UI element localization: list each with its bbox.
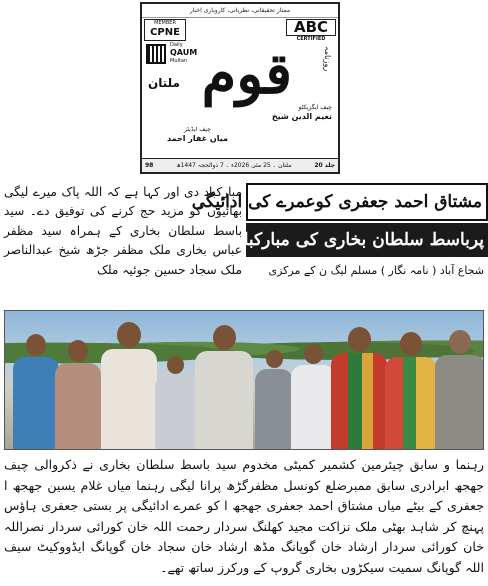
photo-person (291, 344, 335, 449)
member-label: MEMBER (154, 20, 176, 26)
masthead-topline: ممتاز تحقیقاتی، نظریاتی، کاروباری اخبار (142, 4, 338, 18)
headline-line-2: پرباسط سلطان بخاری کی مبارکباد (246, 223, 488, 257)
photo-person (331, 327, 387, 449)
qr-code-icon (146, 44, 166, 64)
issue-date: ملتان ۔ 25 مئی 2026ء ۔ 7 ذوالحجہ 1447ھ (176, 162, 292, 169)
chief-executive-block (242, 104, 332, 122)
chief-executive-name: نعیم الدین شیخ (271, 111, 332, 121)
chief-editor-name: میاں غفار احمد (167, 133, 228, 143)
photo-person (13, 334, 59, 449)
story-paragraph-continued: مبارکباد دی اور کہا ہے کہ اللہ پاک میرے لیگی بھائیوں کو مزید حج کرنے کی توفیق دے۔ سید باسط سلطان بخاری کے ہمراہ سید مظفر عباس بخاری ملک مظفر جڑھ شیخ عبدالناصر ملک سجاد حسین جوئیہ ملک (4, 185, 242, 277)
news-headline-block (191, 183, 488, 287)
photo-person (155, 356, 195, 449)
volume-label: جلد 20 (314, 162, 335, 169)
photo-person (55, 340, 101, 449)
story-dateline: شجاع آباد ( نامہ نگار ) مسلم لیگ ن کے مرکزی (268, 264, 484, 277)
latin-brand: QAUM (170, 48, 198, 57)
photo-person (255, 350, 293, 449)
photo-person (435, 330, 484, 449)
chief-editor-block (150, 126, 245, 144)
photo-person (385, 332, 437, 449)
photo-person (195, 325, 253, 449)
abc-label: ABC (286, 19, 336, 36)
masthead (140, 2, 340, 174)
newspaper-logo: قوم (201, 41, 292, 107)
headline-line-1: مشتاق احمد جعفری کوعمرے کی ادائیگی (246, 183, 488, 221)
certified-label: CERTIFIED (296, 36, 326, 42)
city-label: ملتان (148, 76, 180, 90)
cpne-member-badge (144, 19, 186, 41)
masthead-dateline (142, 158, 338, 172)
latin-daily: Daily (170, 42, 183, 48)
cpne-label: CPNE (150, 27, 180, 38)
chief-executive-label: چیف ایگزیکٹو (298, 104, 332, 111)
chief-editor-label: چیف ایڈیٹر (184, 126, 211, 133)
roznama-label: روزنامہ (323, 46, 332, 72)
group-photo (4, 310, 484, 450)
photo-person (101, 322, 157, 449)
issue-number: 98 (145, 162, 154, 169)
story-paragraph: رہنما و سابق چیئرمین کشمیر کمیٹی مخدوم سید باسط سلطان بخاری نے ذکروالی چیف جھجھ ابرادری سابق ممبرضلع کونسل مظفرگڑھ پرانا لیگی رہنما میاں غلام یسین جھجھ ا جعفری کے بیٹے میاں مشتاق احمد جعفری جھجھ ا کو عمرے ادائیگی پر بستی جعفری ہاؤس پہنچ کر شاہد بھٹی ملک نزاکت مجید کھلنگ سردار رحمت اللہ خان کورائی سردار نصراللہ خان کورائی سردار ارشاد خان گوپانگ مڈھ ارشاد خان سجاد خان گوپانگ ایڈووکیٹ سیف اللہ گوپانگ سمیت سیکڑوں بخاری گروپ کے ورکرز ساتھ تھے۔ (4, 457, 484, 575)
abc-certified-badge (286, 19, 336, 41)
latin-city: Multan (170, 57, 188, 64)
